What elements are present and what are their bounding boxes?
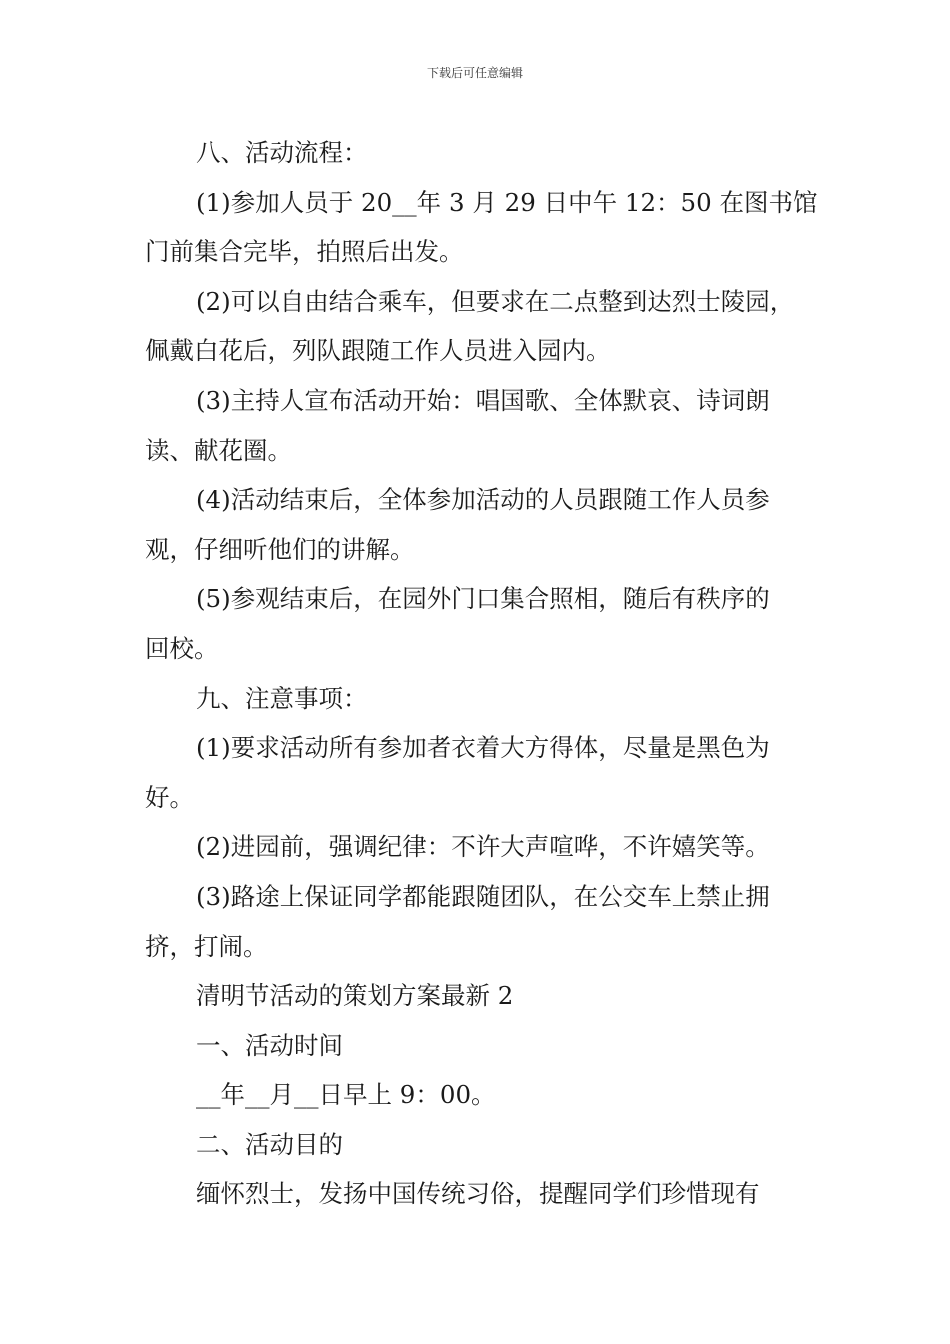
body-line: 二、活动目的 — [196, 1129, 343, 1159]
body-line: 门前集合完毕，拍照后出发。 — [145, 237, 464, 267]
page-header: 下载后可任意编辑 — [426, 66, 523, 80]
body-line: (1)要求活动所有参加者衣着大方得体，尽量是黑色为 — [196, 733, 770, 763]
body-line: 好。 — [145, 782, 194, 812]
body-line: 回校。 — [145, 633, 219, 663]
body-line: 清明节活动的策划方案最新 2 — [196, 981, 514, 1011]
body-line: (3)路途上保证同学都能跟随团队，在公交车上禁止拥 — [196, 881, 770, 911]
body-line: (4)活动结束后，全体参加活动的人员跟随工作人员参 — [196, 485, 770, 515]
body-line: 九、注意事项： — [196, 683, 368, 713]
body-line: 观，仔细听他们的讲解。 — [145, 534, 415, 564]
body-line: (3)主持人宣布活动开始：唱国歌、全体默哀、诗词朗 — [196, 385, 770, 415]
body-line: 八、活动流程： — [196, 138, 368, 167]
body-line: 读、献花圈。 — [145, 435, 292, 465]
body-line: __年__月__日早上 9：00。 — [196, 1080, 496, 1110]
body-line: (5)参观结束后，在园外门口集合照相，随后有秩序的 — [196, 584, 770, 614]
body-line: 佩戴白花后，列队跟随工作人员进入园内。 — [145, 336, 611, 366]
body-line: 缅怀烈士，发扬中国传统习俗，提醒同学们珍惜现有 — [196, 1179, 760, 1209]
body-line: 挤，打闹。 — [145, 931, 268, 961]
body-line: (2)进园前，强调纪律：不许大声喧哗，不许嬉笑等。 — [196, 832, 770, 862]
body-line: (1)参加人员于 20__年 3 月 29 日中午 12：50 在图书馆 — [196, 187, 818, 217]
document-body — [145, 128, 818, 1219]
body-line: 一、活动时间 — [196, 1030, 343, 1060]
body-line: (2)可以自由结合乘车，但要求在二点整到达烈士陵园， — [196, 286, 795, 316]
